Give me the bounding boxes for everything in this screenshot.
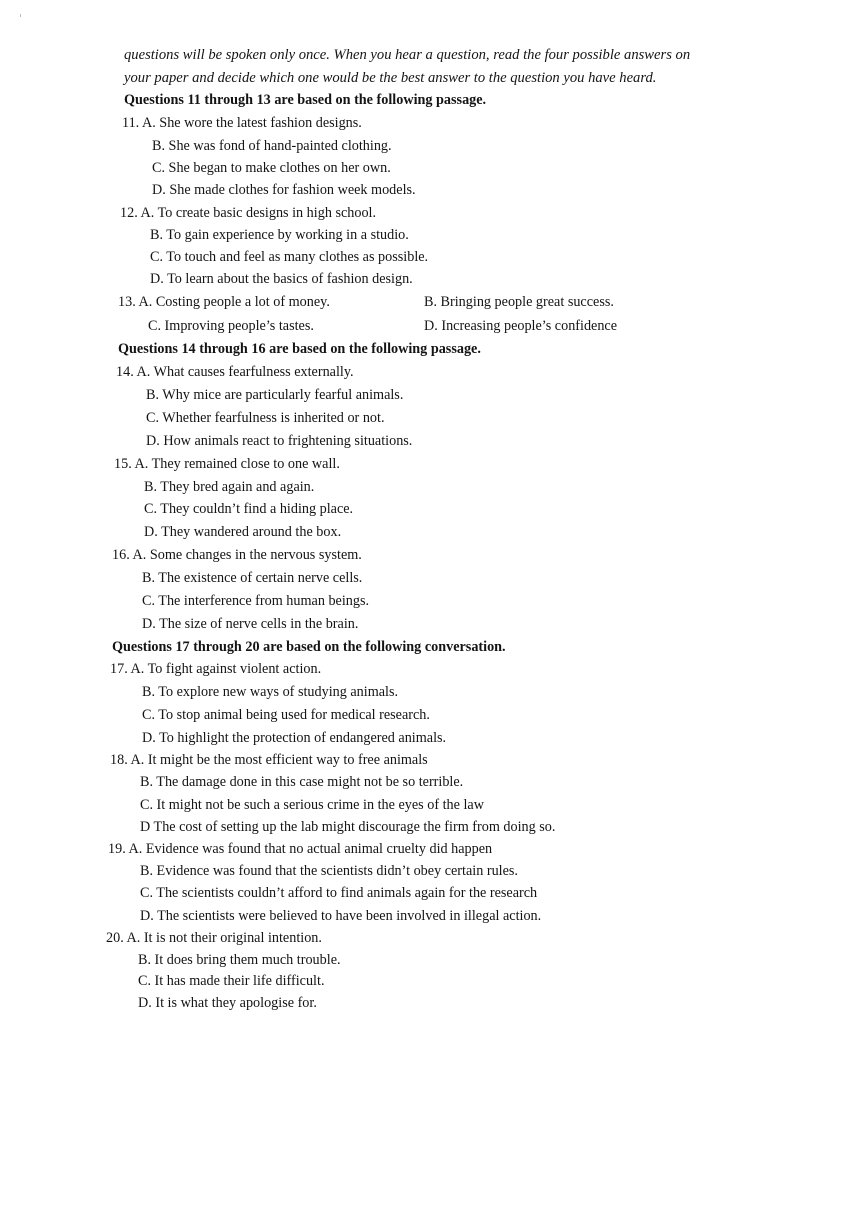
- section-heading-14-16: Questions 14 through 16 are based on the following passage.: [118, 341, 481, 357]
- q12-option-c: C. To touch and feel as many clothes as possible.: [150, 249, 429, 265]
- q14-option-b: B. Why mice are particularly fearful animals.: [146, 387, 404, 403]
- q13-option-c: C. Improving people’s tastes.: [148, 318, 314, 334]
- section-heading-11-13: Questions 11 through 13 are based on the following passage.: [124, 92, 487, 108]
- q13-option-a: 13. A. Costing people a lot of money.: [118, 294, 330, 310]
- q16-option-b: B. The existence of certain nerve cells.: [142, 570, 363, 586]
- q14-option-c: C. Whether fearfulness is inherited or not.: [146, 410, 385, 426]
- q12-option-b: B. To gain experience by working in a studio.: [150, 227, 409, 243]
- q12-option-a: 12. A. To create basic designs in high school.: [120, 205, 377, 221]
- q20-option-c: C. It has made their life difficult.: [138, 973, 325, 989]
- q16-option-c: C. The interference from human beings.: [142, 593, 370, 609]
- q14-option-d: D. How animals react to frightening situations.: [146, 433, 413, 449]
- q11-option-d: D. She made clothes for fashion week models.: [152, 182, 416, 198]
- q18-option-d: D The cost of setting up the lab might discourage the firm from doing so.: [140, 819, 556, 835]
- q16-option-d: D. The size of nerve cells in the brain.: [142, 616, 359, 632]
- intro-line-1: questions will be spoken only once. When you hear a question, read the four possible answers on: [124, 47, 691, 63]
- q15-option-d: D. They wandered around the box.: [144, 524, 342, 540]
- q13-option-d: D. Increasing people’s confidence: [424, 318, 618, 334]
- q16-option-a: 16. A. Some changes in the nervous system.: [112, 547, 362, 563]
- q19-option-c: C. The scientists couldn’t afford to find animals again for the research: [140, 885, 538, 901]
- intro-line-2: your paper and decide which one would be the best answer to the question you have heard.: [124, 70, 657, 86]
- q15-option-a: 15. A. They remained close to one wall.: [114, 456, 340, 472]
- q14-option-a: 14. A. What causes fearfulness externally.: [116, 364, 354, 380]
- q17-option-b: B. To explore new ways of studying animals.: [142, 684, 399, 700]
- scan-mark: [20, 14, 21, 17]
- q17-option-d: D. To highlight the protection of endangered animals.: [142, 730, 447, 746]
- q11-option-c: C. She began to make clothes on her own.: [152, 160, 391, 176]
- q19-option-a: 19. A. Evidence was found that no actual animal cruelty did happen: [108, 841, 493, 857]
- q19-option-d: D. The scientists were believed to have been involved in illegal action.: [140, 908, 542, 924]
- q17-option-a: 17. A. To fight against violent action.: [110, 661, 322, 677]
- q15-option-c: C. They couldn’t find a hiding place.: [144, 501, 354, 517]
- q20-option-d: D. It is what they apologise for.: [138, 995, 317, 1011]
- q20-option-b: B. It does bring them much trouble.: [138, 952, 341, 968]
- q19-option-b: B. Evidence was found that the scientists didn’t obey certain rules.: [140, 863, 518, 879]
- q13-option-b: B. Bringing people great success.: [424, 294, 614, 310]
- section-heading-17-20: Questions 17 through 20 are based on the following conversation.: [112, 639, 506, 655]
- q18-option-c: C. It might not be such a serious crime in the eyes of the law: [140, 797, 484, 813]
- q17-option-c: C. To stop animal being used for medical research.: [142, 707, 430, 723]
- q15-option-b: B. They bred again and again.: [144, 479, 315, 495]
- q20-option-a: 20. A. It is not their original intention.: [106, 930, 322, 946]
- q18-option-b: B. The damage done in this case might not be so terrible.: [140, 774, 464, 790]
- q11-option-b: B. She was fond of hand-painted clothing.: [152, 138, 392, 154]
- q18-option-a: 18. A. It might be the most efficient way to free animals: [110, 752, 428, 768]
- q12-option-d: D. To learn about the basics of fashion design.: [150, 271, 413, 287]
- q11-option-a: 11. A. She wore the latest fashion designs.: [122, 115, 362, 131]
